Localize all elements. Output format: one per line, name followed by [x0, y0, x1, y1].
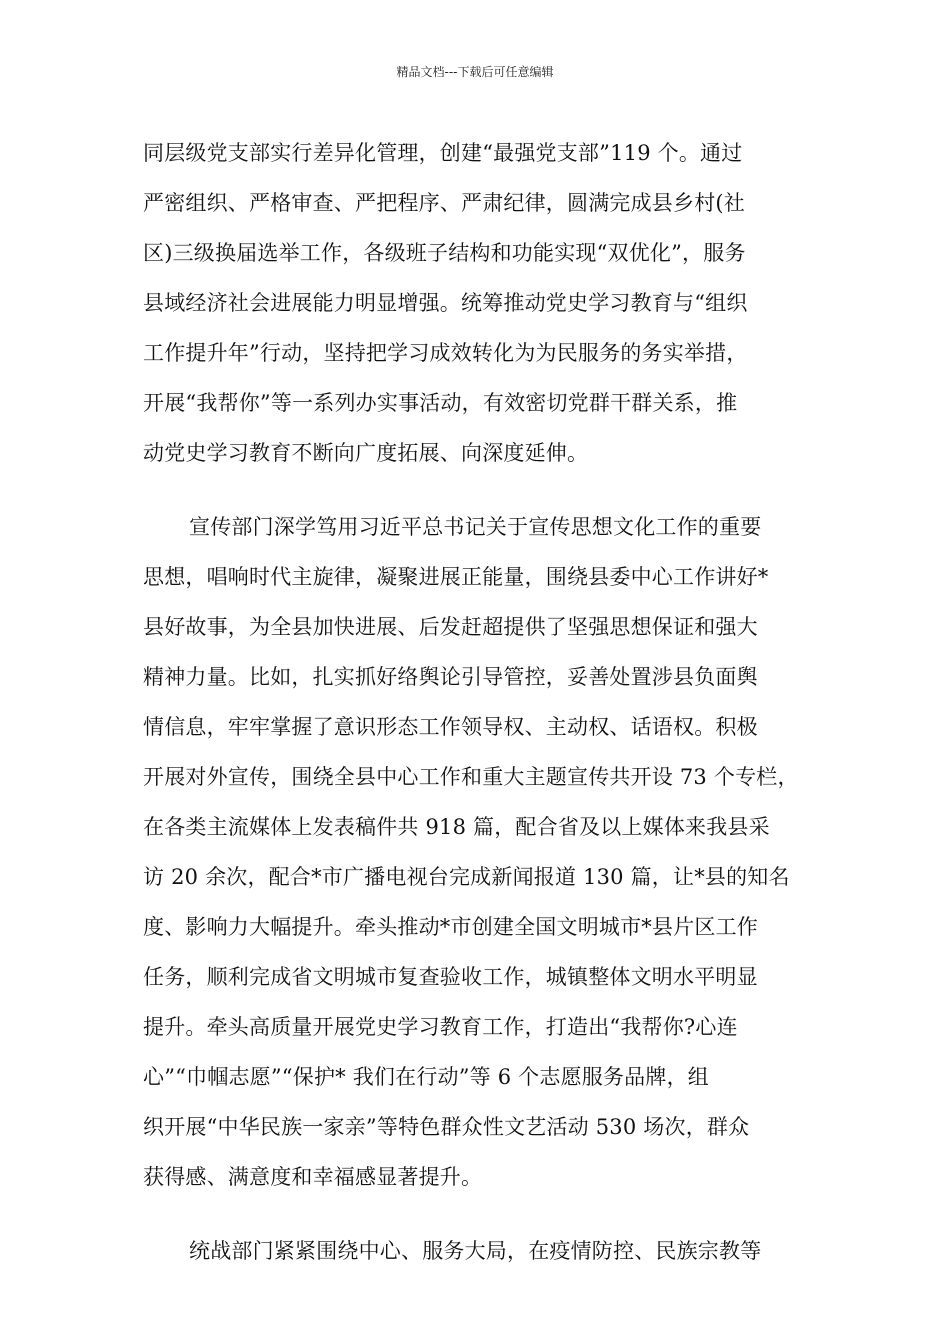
text-line: 精神力量。比如，扎实抓好络舆论引导管控，妥善处置涉县负面舆 [143, 665, 758, 689]
paragraph-gap [143, 1202, 807, 1226]
text-line: 在各类主流媒体上发表稿件共 918 篇，配合省及以上媒体来我县采 [143, 815, 770, 839]
text-line: 思想，唱响时代主旋律，凝聚进展正能量，围绕县委中心工作讲好* [143, 565, 769, 589]
text-line: 情信息，牢牢掌握了意识形态工作领导权、主动权、话语权。积极 [143, 715, 758, 739]
text-line: 县域经济社会进展能力明显增强。统筹推动党史学习教育与“组织 [143, 291, 748, 315]
text-line: 统战部门紧紧围绕中心、服务大局，在疫情防控、民族宗教等 [189, 1239, 762, 1263]
text-line: 严密组织、严格审查、严把程序、严肃纪律，圆满完成县乡村(社 [143, 191, 745, 215]
text-line: 度、影响力大幅提升。牵头推动*市创建全国文明城市*县片区工作 [143, 915, 758, 939]
text-line: 县好故事，为全县加快进展、后发赶超提供了坚强思想保证和强大 [143, 615, 758, 639]
text-line: 工作提升年”行动，坚持把学习成效转化为为民服务的务实举措， [143, 341, 748, 365]
paragraph-gap [143, 478, 807, 502]
text-line: 开展对外宣传，围绕全县中心工作和重大主题宣传共开设 73 个专栏， [143, 765, 799, 789]
text-line: 心”“巾帼志愿”“保护* 我们在行动”等 6 个志愿服务品牌，组 [143, 1065, 709, 1089]
paragraph-2 [143, 502, 807, 1202]
text-line: 同层级党支部实行差异化管理，创建“最强党支部”119 个。通过 [143, 141, 743, 165]
text-line: 任务，顺利完成省文明城市复查验收工作，城镇整体文明水平明显 [143, 965, 758, 989]
text-line: 获得感、满意度和幸福感显著提升。 [143, 1165, 483, 1189]
paragraph-3 [143, 1226, 807, 1276]
text-line: 织开展“中华民族一家亲”等特色群众性文艺活动 530 场次，群众 [143, 1115, 750, 1139]
text-line: 动党史学习教育不断向广度拓展、向深度延伸。 [143, 441, 589, 465]
page-header: 精品文档---下载后可任意编辑 [396, 65, 554, 79]
text-line: 区)三级换届选举工作，各级班子结构和功能实现“双优化”，服务 [143, 241, 746, 265]
text-line: 访 20 余次，配合*市广播电视台完成新闻报道 130 篇，让*县的知名 [143, 865, 790, 889]
text-line: 开展“我帮你”等一系列办实事活动，有效密切党群干群关系，推 [143, 391, 738, 415]
text-line: 提升。牵头高质量开展党史学习教育工作，打造出“我帮你?心连 [143, 1015, 738, 1039]
text-line: 宣传部门深学笃用习近平总书记关于宣传思想文化工作的重要 [189, 515, 762, 539]
document-body [143, 128, 807, 1276]
paragraph-1 [143, 128, 807, 478]
